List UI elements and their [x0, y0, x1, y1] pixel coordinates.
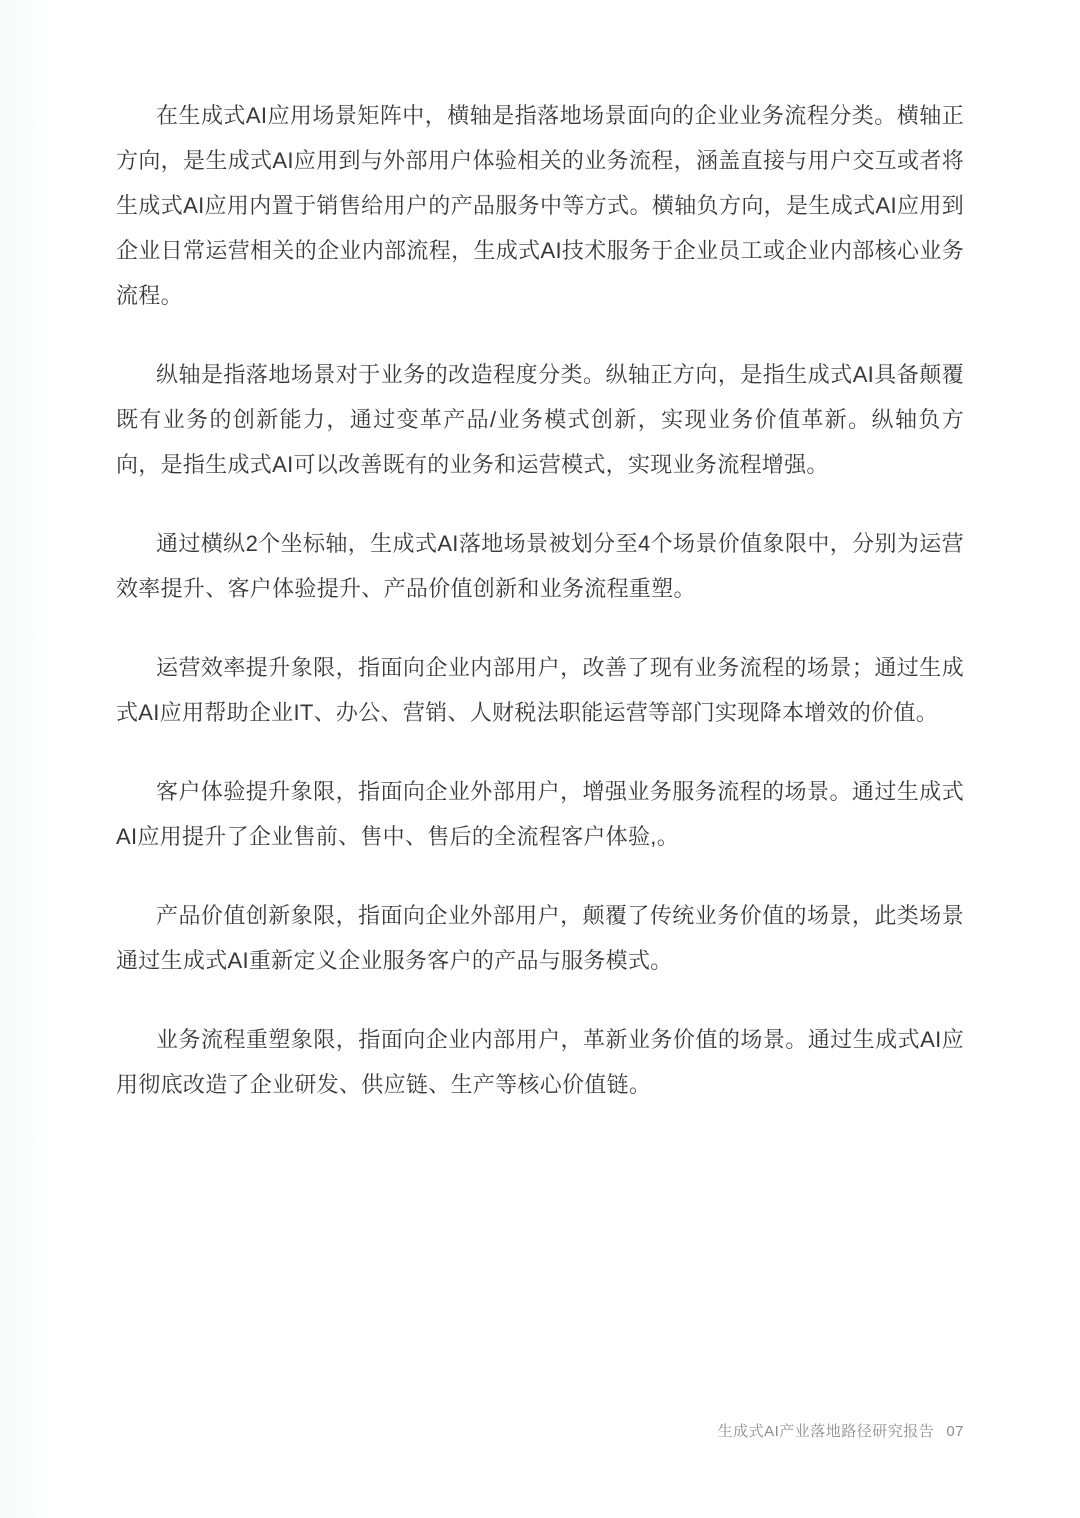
- footer-page-number: 07: [946, 1423, 964, 1440]
- footer-report-title: 生成式AI产业落地路径研究报告: [717, 1423, 935, 1440]
- document-body: [116, 93, 964, 1107]
- body-paragraph-vertical-axis: 纵轴是指落地场景对于业务的改造程度分类。纵轴正方向，是指生成式AI具备颠覆既有业务的创新能力，通过变革产品/业务模式创新，实现业务价值革新。纵轴负方向，是指生成式AI可以改善既有的业务和运营模式，实现业务流程增强。: [116, 362, 964, 477]
- body-paragraph-four-quadrants: 通过横纵2个坐标轴，生成式AI落地场景被划分至4个场景价值象限中，分别为运营效率提升、客户体验提升、产品价值创新和业务流程重塑。: [116, 531, 964, 601]
- body-paragraph-business-process-reshape: 业务流程重塑象限，指面向企业内部用户，革新业务价值的场景。通过生成式AI应用彻底改造了企业研发、供应链、生产等核心价值链。: [116, 1027, 964, 1097]
- body-paragraph-product-value-innovation: 产品价值创新象限，指面向企业外部用户，颠覆了传统业务价值的场景，此类场景通过生成式AI重新定义企业服务客户的产品与服务模式。: [116, 903, 964, 973]
- page-footer: [718, 1421, 964, 1443]
- body-paragraph-horizontal-axis: 在生成式AI应用场景矩阵中，横轴是指落地场景面向的企业业务流程分类。横轴正方向，是生成式AI应用到与外部用户体验相关的业务流程，涵盖直接与用户交互或者将生成式AI应用内置于销售给用户的产品服务中等方式。横轴负方向，是生成式AI应用到企业日常运营相关的企业内部流程，生成式AI技术服务于企业员工或企业内部核心业务流程。: [116, 103, 964, 308]
- body-paragraph-operational-efficiency: 运营效率提升象限，指面向企业内部用户，改善了现有业务流程的场景；通过生成式AI应用帮助企业IT、办公、营销、人财税法职能运营等部门实现降本增效的价值。: [116, 655, 964, 725]
- body-paragraph-customer-experience: 客户体验提升象限，指面向企业外部用户，增强业务服务流程的场景。通过生成式AI应用提升了企业售前、售中、售后的全流程客户体验,。: [116, 779, 964, 849]
